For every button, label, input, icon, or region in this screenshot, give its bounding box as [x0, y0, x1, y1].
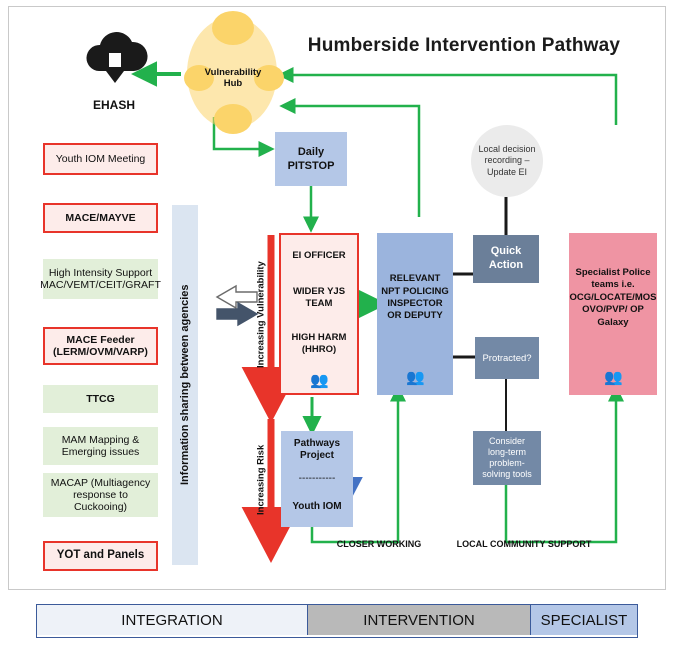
increasing-vulnerability-label: Increasing Vulnerability: [255, 261, 267, 369]
node-relevant-npt[interactable]: [377, 233, 453, 395]
ei-officer-label: EI OFFICER: [292, 249, 346, 261]
left-item-label: High Intensity Support MAC/VEMT/CEIT/GRAFT: [40, 266, 161, 291]
left-item-macap[interactable]: [43, 473, 158, 517]
youth-iom-label: Youth IOM: [292, 500, 342, 512]
diagram-frame: [8, 6, 666, 590]
node-quick-action[interactable]: Quick Action: [473, 235, 539, 283]
high-harm-label: HIGH HARM (HHRO): [291, 331, 347, 355]
cloud-download-icon: [79, 27, 153, 89]
node-ei-officer-box[interactable]: [279, 233, 359, 395]
stage-intervention[interactable]: INTERVENTION: [308, 605, 531, 635]
people-icon: 👥: [310, 372, 328, 389]
node-protracted[interactable]: Protracted?: [475, 337, 539, 379]
left-item-yot-and-panels[interactable]: [43, 541, 158, 571]
left-item-high-intensity-support[interactable]: [40, 259, 161, 299]
stage-integration[interactable]: INTEGRATION: [37, 605, 308, 635]
left-item-mace-feeder[interactable]: [43, 327, 158, 365]
people-icon: 👥: [604, 369, 622, 386]
increasing-risk-label: Increasing Risk: [255, 444, 267, 516]
stage-specialist[interactable]: SPECIALIST: [531, 605, 637, 635]
hub-node-top: [212, 11, 254, 45]
information-sharing-label: Information sharing between agencies: [179, 284, 191, 486]
vulnerability-hub-label[interactable]: Vulnerability Hub: [204, 67, 262, 89]
stage-bar: [36, 604, 638, 638]
specialist-police-label: Specialist Police teams i.e. OCG/LOCATE/MOS OVO/PVP/ OP Galaxy: [569, 267, 657, 328]
left-item-label: MACAP (Multiagency response to Cuckooing): [50, 476, 151, 514]
node-local-decision-recording[interactable]: Local decision recording – Update EI: [471, 125, 543, 197]
left-item-label: MACE Feeder (LERM/OVM/VARP): [53, 333, 148, 358]
left-item-label: MACE/MAYVE: [65, 211, 136, 224]
left-item-label: MAM Mapping & Emerging issues: [61, 433, 140, 458]
wider-yjs-team-label: WIDER YJS TEAM: [292, 285, 346, 309]
left-item-label: Youth IOM Meeting: [55, 152, 146, 165]
caption-closer-working: CLOSER WORKING: [336, 539, 422, 549]
left-item-ttcg[interactable]: [43, 385, 158, 413]
node-consider-tools[interactable]: Consider long-term problem-solving tools: [473, 431, 541, 485]
node-pathways-project[interactable]: [281, 431, 353, 527]
node-specialist-police[interactable]: [569, 233, 657, 395]
pathways-project-label: Pathways Project: [293, 437, 341, 461]
left-item-mam-mapping[interactable]: [43, 427, 158, 465]
pathways-divider: -----------: [298, 472, 336, 484]
page-title: Humberside Intervention Pathway: [307, 35, 621, 56]
ehash-label: EHASH: [92, 98, 135, 112]
relevant-npt-label: RELEVANT NPT POLICING INSPECTOR OR DEPUTY: [381, 273, 449, 322]
caption-local-community-support: LOCAL COMMUNITY SUPPORT: [456, 539, 592, 549]
left-item-label: YOT and Panels: [56, 549, 145, 562]
hub-node-bottom: [214, 104, 252, 134]
left-item-mace-mayve[interactable]: [43, 203, 158, 233]
people-icon: 👥: [406, 369, 424, 386]
left-item-youth-iom-meeting[interactable]: [43, 143, 158, 175]
left-item-label: TTCG: [86, 392, 115, 405]
node-daily-pitstop[interactable]: Daily PITSTOP: [275, 132, 347, 186]
